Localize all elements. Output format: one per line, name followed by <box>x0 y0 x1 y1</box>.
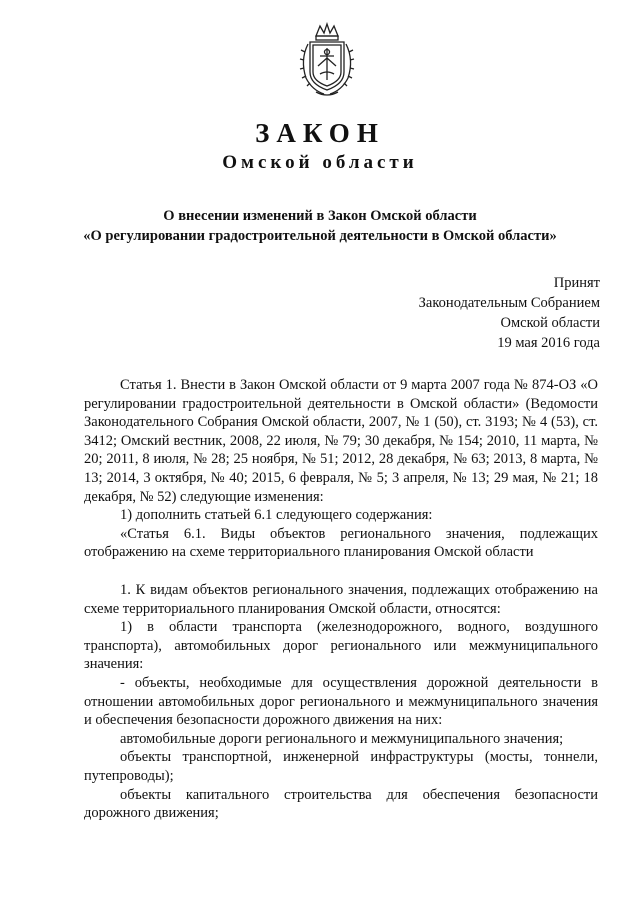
list-item-roads: автомобильные дороги регионального и межмуниципального значения; <box>120 730 564 747</box>
region-heading: Омской области <box>222 152 418 173</box>
law-title-line-2: «О регулировании градостроительной деятельности в Омской области» <box>83 228 557 244</box>
adopted-label: Принят <box>553 275 600 291</box>
article-6-1-heading: «Статья 6.1. Виды объектов регионального значения, подлежащих отображению на схеме территориального планирования Омской области <box>84 525 598 561</box>
list-item-infrastructure: объекты транспортной, инженерной инфраструктуры (мосты, тоннели, путепроводы); <box>84 749 598 784</box>
adoption-block <box>419 273 600 353</box>
adopted-by-region: Омской области <box>500 315 600 331</box>
clause-1-item-1: 1) в области транспорта (железнодорожного, водного, воздушного транспорта), автомобильных дорог регионального или межмуниципального значения: <box>84 619 598 673</box>
clause-1-intro: 1. К видам объектов регионального значения, подлежащих отображению на схеме территориального планирования Омской области, относятся: <box>84 582 598 617</box>
clause-1-item-1-subitem: - объекты, необходимые для осуществления дорожной деятельности в отношении автомобильных дорог регионального и межмуниципального значения и обеспечения безопасности дорожного движения на них: <box>84 674 598 729</box>
article-1-paragraph: Статья 1. Внести в Закон Омской области от 9 марта 2007 года № 874-ОЗ «О регулировании градостроительной деятельности в Омской области» (Ведомости Законодательного Собрания Омской области, 2007, № 1 (50), ст. 3193; № 4 (53), ст. 3412; Омский вестник, 2008, 22 июля, № 79; 30 декабря, № 154; 2010, 11 марта, № 20; 2011, 8 июля, № 28; 25 ноября, № 51; 2012, 28 декабря, № 63; 2013, 8 марта, № 13; 2014, 3 октября, № 40; 2015, 6 февраля, № 5; 3 апреля, № 13; 29 мая, № 21; 18 декабря, № 52) следующие изменения: <box>84 377 598 505</box>
list-item-safety-objects: объекты капитального строительства для обеспечения безопасности дорожного движения; <box>84 786 598 822</box>
law-title <box>0 206 640 246</box>
amendment-item-1: 1) дополнить статьей 6.1 следующего содержания: <box>120 507 433 524</box>
law-title-line-1: О внесении изменений в Закон Омской области <box>163 208 477 224</box>
article-1-block <box>84 376 598 562</box>
document-type-heading: ЗАКОН <box>255 118 385 148</box>
coat-of-arms-emblem <box>296 22 358 98</box>
adoption-date: 19 мая 2016 года <box>497 335 600 351</box>
adopted-by: Законодательным Собранием <box>418 295 600 311</box>
article-6-1-body <box>84 581 598 823</box>
